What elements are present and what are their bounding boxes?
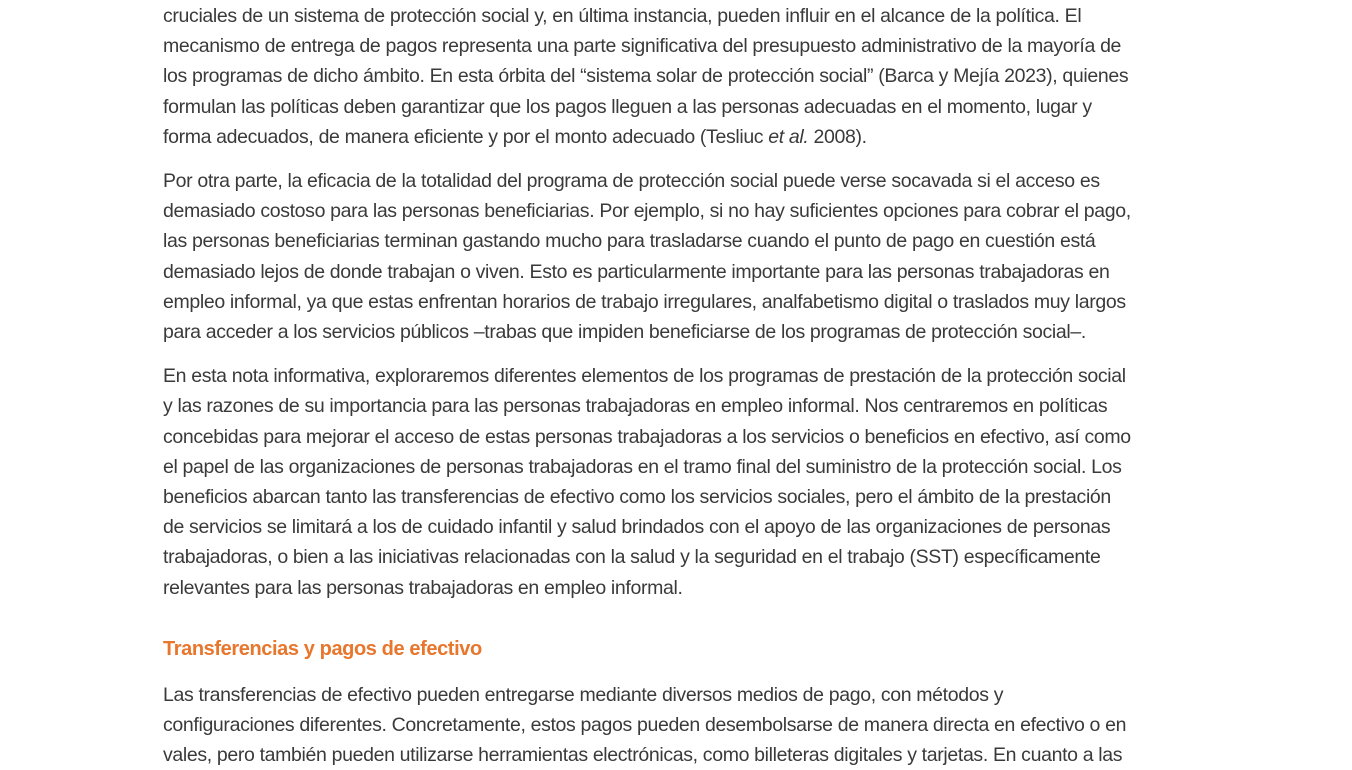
text-line: empleo informal, ya que estas enfrentan horarios de trabajo irregulares, analfabetismo digital o traslados muy largos bbox=[163, 290, 1126, 313]
italic-citation: et al. bbox=[768, 125, 809, 148]
text-line: beneficios abarcan tanto las transferencias de efectivo como los servicios sociales, pero el ámbito de la prestación bbox=[163, 486, 1111, 509]
text-line: el papel de las organizaciones de personas trabajadoras en el tramo final del suministro de la protección social. Los bbox=[163, 455, 1122, 478]
paragraph-payment-delivery bbox=[163, 1, 1193, 152]
text-line: configuraciones diferentes. Concretamente, estos pagos pueden desembolsarse de manera directa en efectivo o en bbox=[163, 714, 1127, 737]
text-line: cruciales de un sistema de protección social y, en última instancia, pueden influir en el alcance de la política. El bbox=[163, 5, 1082, 27]
text-line: Por otra parte, la eficacia de la totalidad del programa de protección social puede verse socavada si el acceso es bbox=[163, 170, 1100, 193]
text-line: los programas de dicho ámbito. En esta órbita del “sistema solar de protección social” (Barca y Mejía 2023), quienes bbox=[163, 65, 1129, 88]
text-segment: forma adecuados, de manera eficiente y por el monto adecuado (Tesliuc bbox=[163, 125, 769, 148]
text-line: las personas beneficiarias terminan gastando mucho para trasladarse cuando el punto de pago en cuestión está bbox=[163, 230, 1096, 253]
text-line bbox=[163, 122, 1193, 152]
text-line: En esta nota informativa, exploraremos diferentes elementos de los programas de prestación de la protección social bbox=[163, 365, 1126, 388]
text-segment: 2008). bbox=[808, 125, 867, 148]
text-line: de servicios se limitará a los de cuidado infantil y salud brindados con el apoyo de las organizaciones de personas bbox=[163, 516, 1111, 539]
paragraph-cash-transfers bbox=[163, 680, 1193, 770]
text-line: formulan las políticas deben garantizar que los pagos lleguen a las personas adecuadas en el momento, lugar y bbox=[163, 95, 1092, 118]
text-line: concebidas para mejorar el acceso de estas personas trabajadoras a los servicios o beneficios en efectivo, así como bbox=[163, 425, 1131, 448]
text-line: y las razones de su importancia para las personas trabajadoras en empleo informal. Nos centraremos en políticas bbox=[163, 395, 1108, 418]
document-page bbox=[163, 0, 1193, 770]
text-line: demasiado costoso para las personas beneficiarias. Por ejemplo, si no hay suficientes opciones para cobrar el pago, bbox=[163, 200, 1131, 223]
text-line: relevantes para las personas trabajadoras en empleo informal. bbox=[163, 576, 683, 599]
text-line: mecanismo de entrega de pagos representa una parte significativa del presupuesto administrativo de la mayoría de bbox=[163, 35, 1122, 58]
paragraph-access-cost bbox=[163, 166, 1193, 347]
text-line: demasiado lejos de donde trabajan o viven. Esto es particularmente importante para las personas trabajadoras en bbox=[163, 260, 1110, 283]
paragraph-note-scope bbox=[163, 361, 1193, 603]
text-line: Las transferencias de efectivo pueden entregarse mediante diversos medios de pago, con métodos y bbox=[163, 683, 1004, 706]
section-heading: Transferencias y pagos de efectivo bbox=[163, 637, 482, 660]
text-line: vales, pero también pueden utilizarse herramientas electrónicas, como billeteras digitales y tarjetas. En cuanto a las bbox=[163, 744, 1123, 767]
text-line: trabajadoras, o bien a las iniciativas relacionadas con la salud y la seguridad en el trabajo (SST) específicamente bbox=[163, 546, 1101, 569]
text-line: para acceder a los servicios públicos –trabas que impiden beneficiarse de los programas de protección social–. bbox=[163, 321, 1086, 344]
